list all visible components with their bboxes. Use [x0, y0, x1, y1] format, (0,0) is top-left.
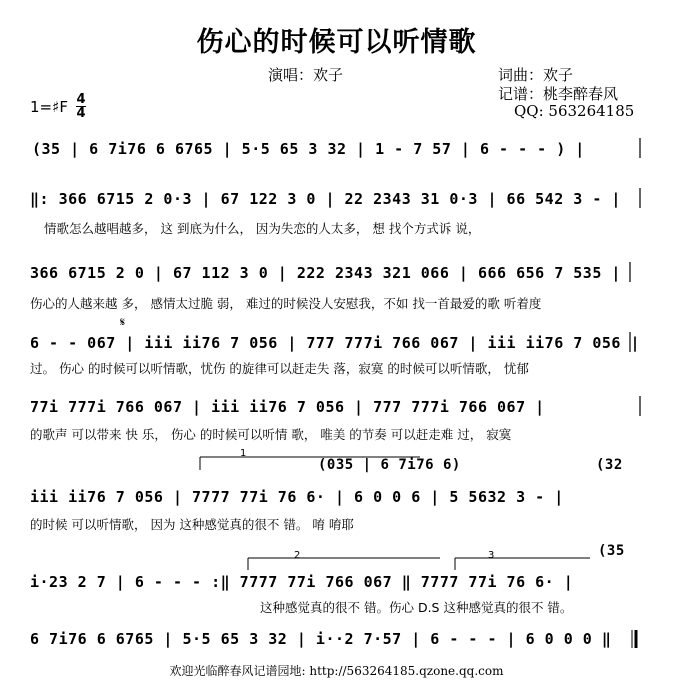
score-row-notes: i·23 2 7 | 6 - - - :‖ 7777 77i 766 067 ‖ 7777 77i 76 6· |: [30, 573, 574, 591]
score-row-lyrics: 情歌怎么越唱越多， 这 到底为什么， 因为失恋的人太多， 想 找个方式诉 说，: [44, 221, 481, 236]
time-signature: [76, 93, 86, 120]
score-row-lyrics: 伤心的人越来越 多， 感情太过脆 弱， 难过的时候没人安慰我，不如 找一首最爱的歌 听着度: [30, 296, 542, 311]
svg-text:𝄋: 𝄋: [120, 315, 126, 329]
qq-number: QQ: 563264185: [514, 102, 635, 120]
score-row-notes: (35 | 6 7i76 6 6765 | 5·5 65 3 32 | 1 - 7 57 | 6 - - - ) |: [32, 140, 585, 158]
score-row-notes: iii ii76 7 056 | 7777 77i 76 6· | 6 0 0 6 | 5 5632 3 - |: [30, 488, 564, 506]
score-row-lyrics: 的时候 可以听情歌， 因为 这种感觉真的很不 错。 唷 唷耶: [30, 517, 354, 532]
composer-credit: 词曲：欢子: [498, 66, 574, 84]
score-row-notes: 77i 777i 766 067 | iii ii76 7 056 | 777 777i 766 067 |: [30, 398, 545, 416]
score-row-lyrics: 的歌声 可以带来 快 乐， 伤心 的时候可以听情 歌， 唯美 的节奏 可以赶走难 过， 寂寞: [30, 427, 512, 442]
pickup-notes-b: (35: [598, 543, 625, 559]
score-row-notes: 6 7i76 6 6765 | 5·5 65 3 32 | i··2 7·57 | 6 - - - | 6 0 0 0 ‖: [30, 630, 612, 648]
second-ending-mark: 2: [294, 550, 301, 561]
footer-link-text: 欢迎光临醉春风记谱园地: http://563264185.qzone.qq.com: [169, 664, 504, 678]
score-row-lyrics: 过。 伤心 的时候可以听情歌，忧伤 的旋律可以赶走失 落，寂寞 的时候可以听情歌， 忧郁: [30, 361, 529, 376]
singer-credit: 演唱：欢子: [268, 66, 344, 84]
key-signature: 1=♯F: [30, 98, 68, 116]
song-title: 伤心的时候可以听情歌: [196, 27, 477, 58]
score-row-notes: 366 6715 2 0 | 67 112 3 0 | 222 2343 321 066 | 666 656 7 535 |: [30, 264, 621, 282]
third-ending-mark: 3: [488, 550, 495, 561]
time-signature-top: 4: [76, 92, 86, 107]
score-row-notes: 6 - - 067 | iii ii76 7 056 | 777 777i 766 067 | iii ii76 7 056 |: [30, 334, 640, 352]
score-row-notes: ‖: 366 6715 2 0·3 | 67 122 3 0 | 22 2343 31 0·3 | 66 542 3 - |: [30, 190, 621, 208]
score-row-lyrics: 这种感觉真的很不 错。伤心 D.S 这种感觉真的很不 错。: [260, 600, 573, 615]
first-ending-mark: 1: [240, 448, 247, 459]
interlude-notes: (035 | 6 7i76 6): [318, 457, 461, 473]
pickup-notes-a: (32: [596, 457, 623, 473]
time-signature-bottom: 4: [76, 106, 86, 121]
transcriber-credit: 记谱：桃李醉春风: [498, 85, 619, 103]
